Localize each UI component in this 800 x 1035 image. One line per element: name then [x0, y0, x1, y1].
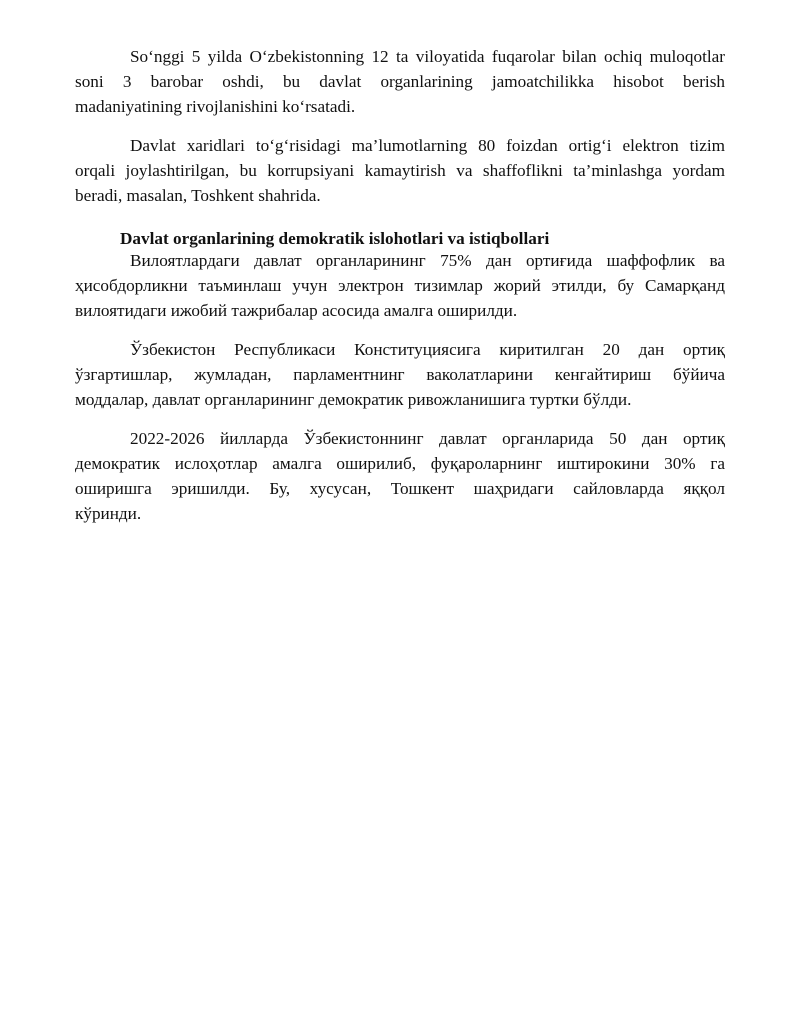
text-line: So‘nggi 5 yilda O‘zbekistonning 12 ta viloyatida fuqarolar bilan ochiq muloqotlar: [130, 47, 725, 66]
text-line: ҳисобдорликни таъминлаш учун электрон тизимлар жорий этилди, бу Самарқанд: [75, 276, 725, 295]
text-line: вилоятидаги ижобий тажрибалар асосида амалга оширилди.: [75, 301, 518, 320]
text-line: orqali joylashtirilgan, bu korrupsiyani kamaytirish va shaffoflikni ta’minlashga yordam: [75, 161, 725, 180]
paragraph-democratic-reforms: [75, 426, 725, 526]
paragraph-constitution-amendments: [75, 337, 725, 412]
text-line: ўзгартишлар, жумладан, парламентнинг ваколатларини кенгайтириш бўйича: [75, 365, 725, 384]
text-line: моддалар, давлат органларининг демократик ривожланишига туртки бўлди.: [75, 390, 632, 409]
text-line: madaniyatining rivojlanishini ko‘rsatadi.: [75, 97, 356, 116]
text-line: Davlat xaridlari to‘g‘risidagi ma’lumotlarning 80 foizdan ortig‘i elektron tizim: [130, 136, 725, 155]
text-line: демократик ислоҳотлар амалга оширилиб, фуқароларнинг иштирокини 30% га: [75, 454, 725, 473]
text-line: 2022-2026 йилларда Ўзбекистоннинг давлат органларида 50 дан ортиқ: [130, 429, 725, 448]
text-line: Вилоятлардаги давлат органларининг 75% дан ортиғида шаффофлик ва: [130, 251, 725, 270]
section-heading: Davlat organlarining demokratik islohotlari va istiqbollari: [120, 229, 550, 248]
text-line: beradi, masalan, Toshkent shahrida.: [75, 186, 321, 205]
paragraph-regional-transparency: [75, 248, 725, 323]
paragraph-state-procurement: [75, 133, 725, 208]
text-line: кўринди.: [75, 504, 142, 523]
text-line: оширишга эришилди. Бу, хусусан, Тошкент шаҳридаги сайловларда яққол: [75, 479, 725, 498]
text-line: Ўзбекистон Республикаси Конституциясига киритилган 20 дан ортиқ: [130, 340, 725, 359]
paragraph-open-dialogues: [75, 44, 725, 119]
text-line: soni 3 barobar oshdi, bu davlat organlarining jamoatchilikka hisobot berish: [75, 72, 725, 91]
